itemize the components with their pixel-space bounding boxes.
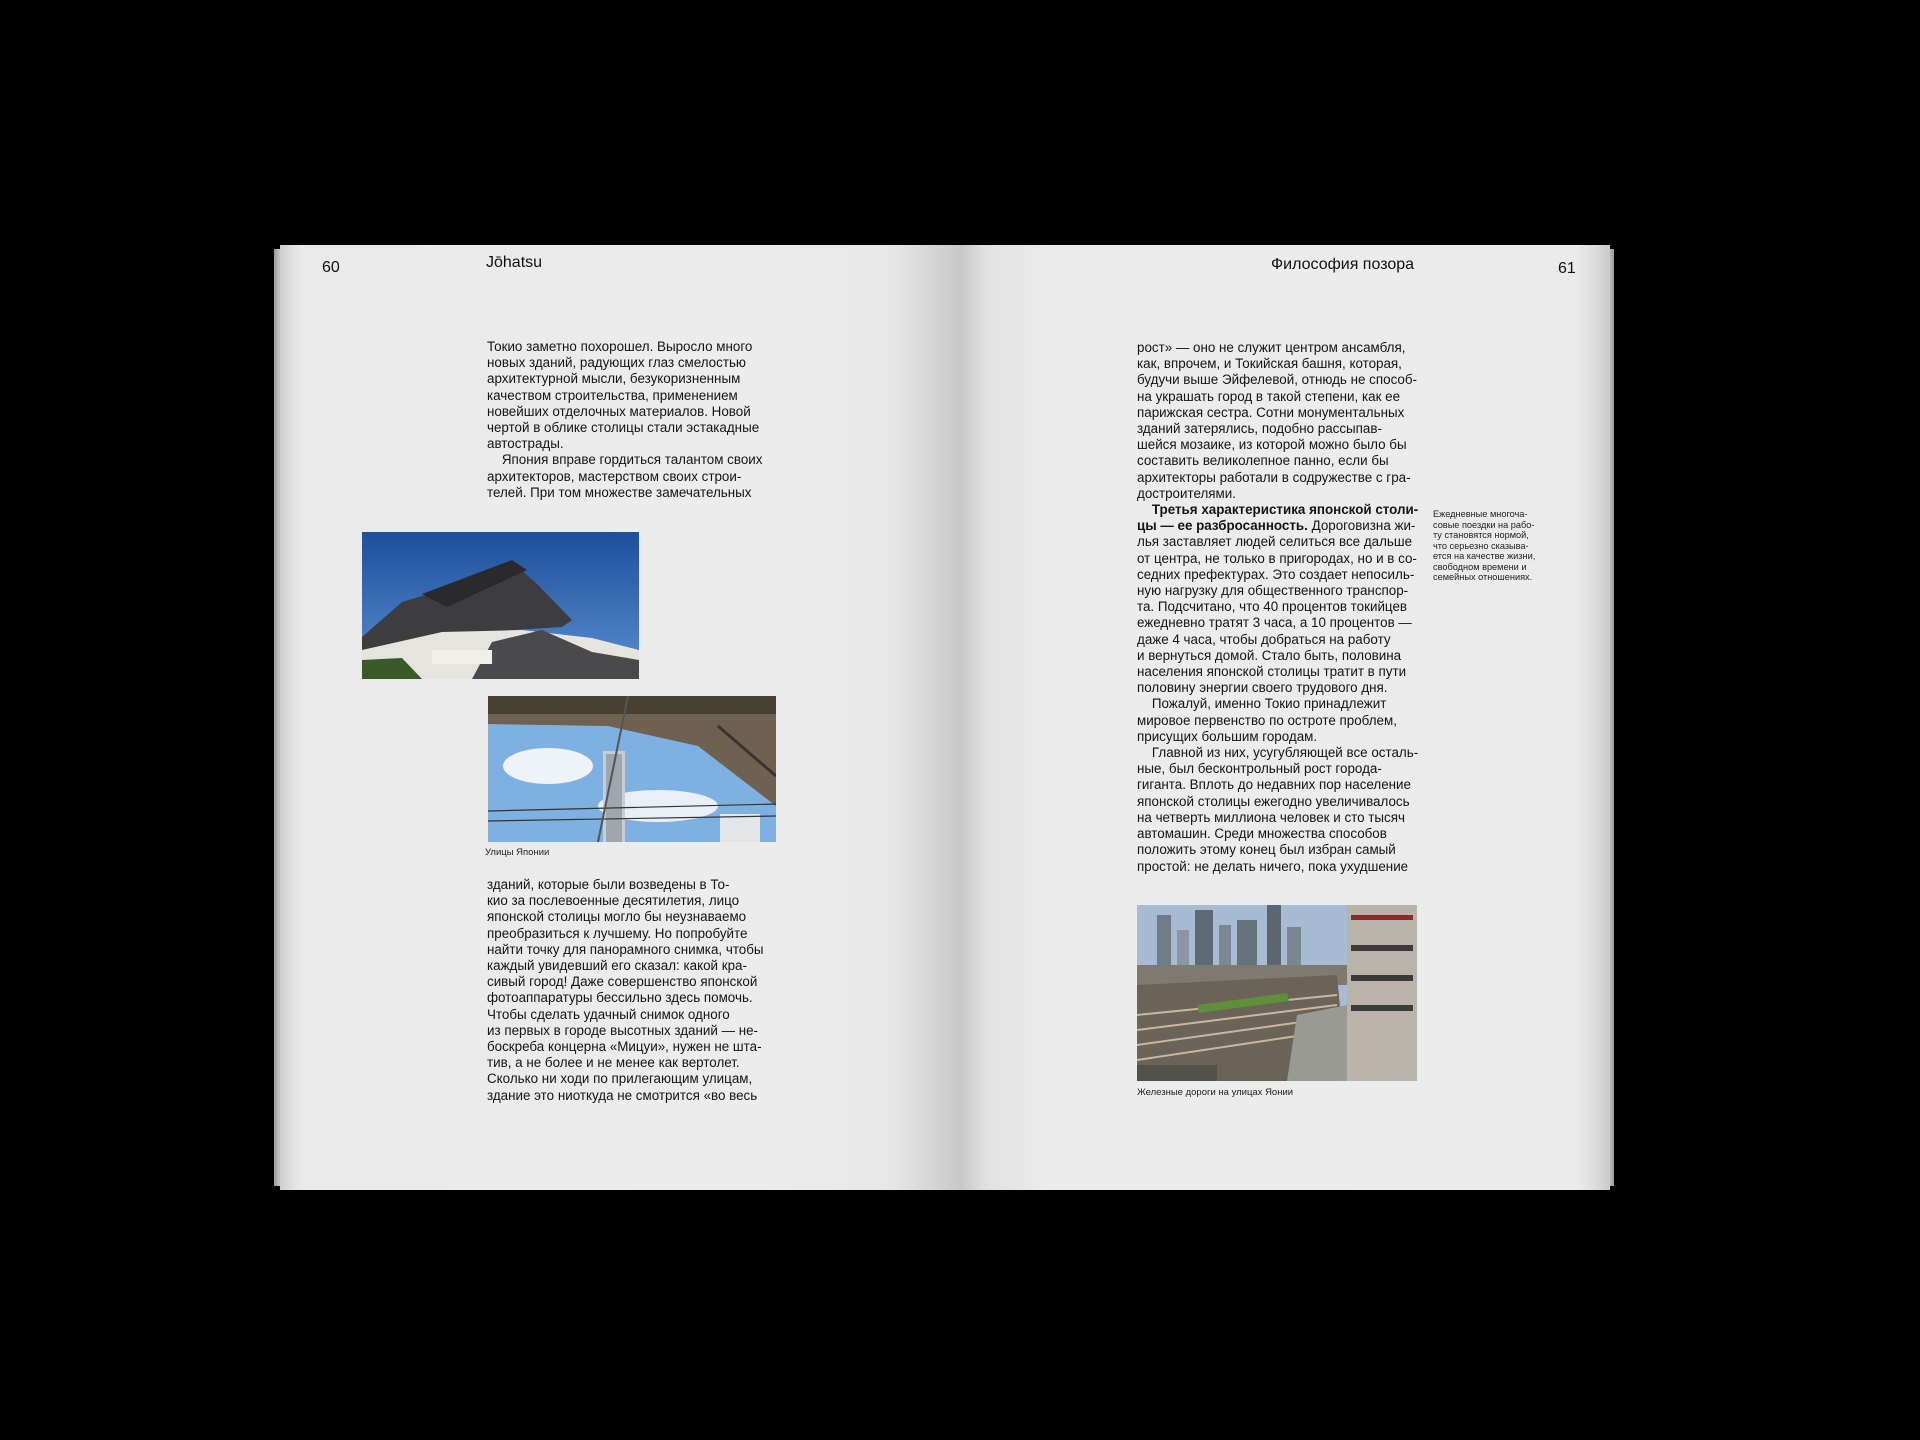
body-text-right (1137, 340, 1418, 875)
body-text-top: Токио заметно похорошел. Выросло много новых зданий, радующих глаз смелостью архитектурной мысли, безукоризненным качеством строительства, применением новейших отделочных материалов. Новой чертой в облике столицы стали эстакадные автострады. Япония вправе гордиться талантом своих архитекторов, мастерством своих строи- телей. При том множестве замечательных (487, 339, 763, 500)
running-head-right: Философия позора (1271, 256, 1415, 273)
photo-railway-city (1137, 905, 1417, 1081)
body-text-right-part2: Дороговизна жи- лья заставляет людей селиться все дальше от центра, не только в пригородах, но и в со- седних префектурах. Это создает непосиль- ную нагрузку для общественного транспор- та. Подсчитано, что 40 процентов токийцев ежедневно тратят 3 часа, а 10 процентов — даже 4 часа, чтобы добраться на работу и вернуться домой. Стало быть, половина населения японской столицы тратит в пути половину энергии своего трудового дня. Пожалуй, именно Токио принадлежит мировое первенство по остроте проблем, присущих большим городам. Главной из них, усугубляющей все осталь- ные, был бесконтрольный рост города- гиганта. Вплоть до недавних пор население японской столицы ежегодно увеличивалось на четверть миллиона человек и сто тысяч автомашин. Среди множества способов положить этому конец был избран самый простой: не делать ничего, пока ухудшение (1137, 518, 1419, 874)
photo-station-canopy (488, 696, 776, 842)
book-spread (280, 245, 1610, 1190)
page-number-right: 61 (1558, 260, 1576, 277)
bold-lead: Третья характеристика японской столи- цы — ее разбросанность. (1137, 502, 1419, 534)
body-text-bottom: зданий, которые были возведены в То- кио за послевоенные десятилетия, лицо японской столицы могло бы неузнаваемо преобразиться к лучшему. Но попробуйте найти точку для панорамного снимка, чтобы каждый увидевший его сказал: какой кра- сивый город! Даже совершенство японской фотоаппаратуры бессильно здесь помочь. Чтобы сделать удачный снимок одного из первых в городе высотных зданий — не- боскреба концерна «Мицуи», нужен не шта- тив, а не более и не менее как вертолет. Сколько ни ходи по прилегающим улицам, здание это ниоткуда не смотрится «во весь (487, 877, 764, 1103)
body-text-right-part1: рост» — оно не служит центром ансамбля, как, впрочем, и Токийская башня, которая, будучи выше Эйфелевой, отнюдь не способ- на украшать город в такой степени, как ее парижская сестра. Сотни монументальных зданий затерялись, подобно рассыпав- шейся мозаике, из которой можно было бы составить великолепное панно, если бы архитекторы работали в содружестве с гра- достроителями. (1137, 340, 1417, 501)
right-page (960, 245, 1610, 1190)
running-head-left: Jōhatsu (486, 254, 543, 271)
sidenote: Ежедневные многоча- совые поездки на рабо- ту становятся нормой, что серьезно сказыва- ется на качестве жизни, свободном времени и семейных отношениях. (1433, 509, 1536, 582)
photo-temple-roof (362, 532, 639, 679)
caption-right: Железные дороги на улицах Яонии (1137, 1087, 1294, 1098)
caption-left: Улицы Японии (485, 847, 550, 858)
left-page (280, 245, 960, 1190)
page-number-left: 60 (322, 259, 340, 276)
